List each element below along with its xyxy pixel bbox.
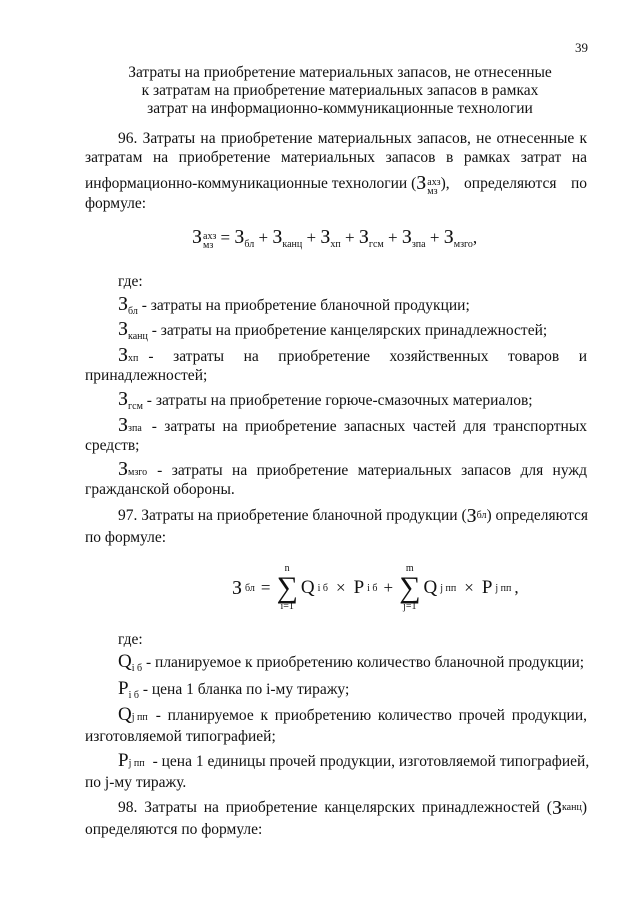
- def-mzgo: З $_{мзго}$ - затраты на приобретение материальных запасов для нужд: [118, 458, 587, 480]
- def-khp-line-2: принадлежностей;: [85, 367, 208, 384]
- inline-z-mz-akhz: З ахз мз: [416, 172, 441, 198]
- def-bl: $З_{бл}$ - затраты на приобретение бланочной продукции;: [118, 293, 470, 317]
- heading-line-2: к затратам на приобретение материальных запасов в рамках: [141, 82, 539, 99]
- def-mzgo-line-2: гражданской обороны.: [85, 481, 235, 498]
- def-khp: З $_{хп}$ - затраты на приобретение хозяйственных товаров и: [118, 344, 587, 366]
- def-pjpp: P j пп - цена 1 единицы прочей продукции, изготовляемой типографией,: [118, 750, 590, 771]
- formula-z-bl: З бл = n ∑ i=1 Q i б × P i б + m ∑ j=1 Q j пп × P j пп ,: [232, 563, 519, 612]
- p98-line-2: определяются по формуле:: [85, 821, 263, 838]
- heading-line-3: затрат на информационно-коммуникационные технологии: [147, 100, 533, 117]
- p96-line-3-post: ), определяются по: [440, 175, 587, 193]
- formula-z-mz: З ахз мз = $З_{бл} + З_{канц} + З_{хп} + З_{гсм} + З_{зпа} + З_{мзго}$,: [192, 226, 478, 252]
- p96-line-3-pre: информационно-коммуникационные технологии (: [85, 175, 417, 193]
- p96-line-3: [85, 172, 587, 198]
- where-label-2: где:: [118, 631, 143, 648]
- def-qjpp-line-2: изготовляемой типографией;: [85, 728, 276, 745]
- def-pjpp-line-2: по j-му тиражу.: [85, 774, 187, 791]
- p96-line-1: 96. Затраты на приобретение материальных запасов, не отнесенные к: [118, 130, 587, 147]
- def-qjpp: Q j пп - планируемое к приобретению количество прочей продукции,: [118, 704, 587, 725]
- where-label-1: где:: [118, 273, 143, 290]
- p96-line-4: формуле:: [85, 195, 147, 212]
- def-zpa: З $_{зпа}$ - затраты на приобретение запасных частей для транспортных: [118, 414, 587, 436]
- p98-line-1: 98. Затраты на приобретение канцелярских принадлежностей ( З канц ): [118, 797, 587, 819]
- section-heading: [80, 64, 600, 118]
- def-qib: $Q_{i б}$ - планируемое к приобретению количество бланочной продукции;: [118, 651, 585, 674]
- def-pib: $P_{i б}$ - цена 1 бланка по i-му тиражу;: [118, 678, 350, 701]
- p97-line-2: по формуле:: [85, 529, 167, 546]
- p96-line-2: затратам на приобретение материальных запасов в рамках затрат на: [85, 149, 587, 166]
- p97-line-1: 97. Затраты на приобретение бланочной продукции ( З бл ) определяются: [118, 505, 588, 527]
- def-gsm: $З_{гсм}$ - затраты на приобретение горюче-смазочных материалов;: [118, 388, 533, 412]
- def-zpa-line-2: средств;: [85, 437, 140, 454]
- def-kants: $З_{канц}$ - затраты на приобретение канцелярских принадлежностей;: [118, 318, 548, 342]
- heading-line-1: Затраты на приобретение материальных запасов, не отнесенные: [128, 64, 552, 81]
- sum-j: m ∑ j=1: [399, 563, 421, 612]
- sum-i: n ∑ i=1: [276, 563, 298, 612]
- page-number: 39: [575, 40, 588, 55]
